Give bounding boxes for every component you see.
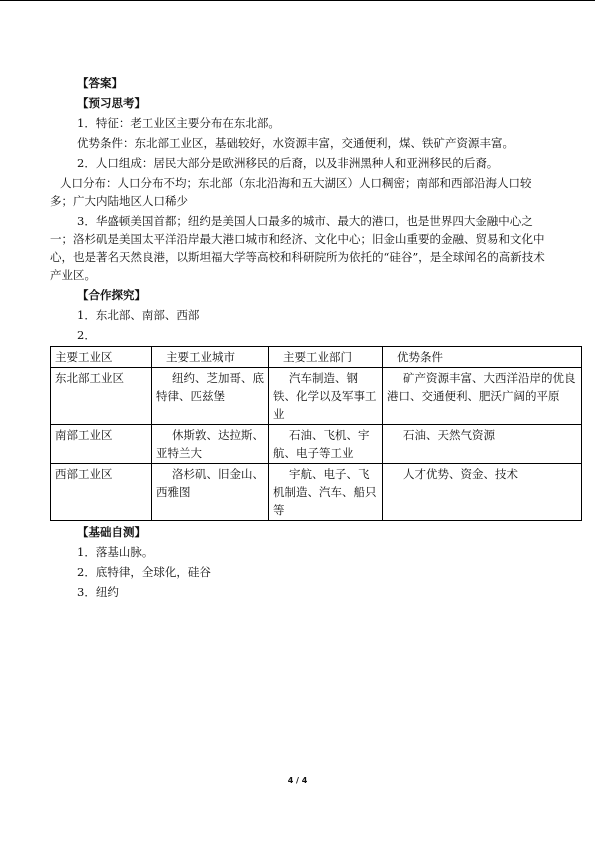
table-row	[51, 425, 582, 464]
table-cell-region: 西部工业区	[51, 464, 152, 521]
table-cell-region: 南部工业区	[51, 425, 152, 464]
cooperate-line-1: 1．东北部、南部、西部	[77, 308, 200, 322]
page-number: 4 / 4	[287, 776, 308, 785]
table-cell-sectors: 宇航、电子、飞机制造、汽车、船只等	[269, 464, 383, 521]
cooperate-heading: 【合作探究】	[77, 288, 146, 302]
table-header-cell: 主要工业城市	[152, 347, 269, 368]
preview-line-3: 2．人口组成：居民大部分是欧洲移民的后裔，以及非洲黑种人和亚洲移民的后裔。	[77, 156, 499, 170]
table-header-cell: 主要工业部门	[269, 347, 383, 368]
preview-line-4: 人口分布：人口分布不均；东北部（东北沿海和五大湖区）人口稠密；南部和西部沿海人口较多；广大内陆地区人口稀少	[50, 176, 532, 208]
preview-heading: 【预习思考】	[77, 96, 146, 110]
table-cell-advantages: 矿产资源丰富、大西洋沿岸的优良港口、交通便利、肥沃广阔的平原	[383, 368, 582, 425]
preview-line-2: 优势条件：东北部工业区，基础较好，水资源丰富，交通便利，煤、铁矿产资源丰富。	[77, 136, 514, 150]
header-rule	[0, 0, 595, 1]
table-cell-cities: 洛杉矶、旧金山、西雅图	[152, 464, 269, 521]
table-header-cell: 主要工业区	[51, 347, 152, 368]
table-cell-advantages: 石油、天然气资源	[383, 425, 582, 464]
answer-heading: 【答案】	[77, 76, 123, 90]
table-header-cell: 优势条件	[383, 347, 582, 368]
table-cell-cities: 纽约、芝加哥、底特律、匹兹堡	[152, 368, 269, 425]
table-cell-region: 东北部工业区	[51, 368, 152, 425]
selftest-heading: 【基础自测】	[77, 525, 146, 539]
document-body	[50, 72, 576, 603]
table-row	[51, 368, 582, 425]
table-cell-advantages: 人才优势、资金、技术	[383, 464, 582, 521]
table-header-row	[51, 347, 582, 368]
table-row	[51, 464, 582, 521]
table-cell-sectors: 石油、飞机、宇航、电子等工业	[269, 425, 383, 464]
industry-table	[50, 346, 582, 521]
preview-line-1: 1．特征：老工业区主要分布在东北部。	[77, 116, 280, 130]
cooperate-line-2: 2．	[77, 328, 96, 342]
preview-line-5: 3．华盛顿美国首都；纽约是美国人口最多的城市、最大的港口，也是世界四大金融中心之一；洛杉矶是美国太平洋沿岸最大港口城市和经济、文化中心；旧金山重要的金融、贸易和文化中心，也是著名天然良港，以斯坦福大学等高校和科研院所为依托的“硅谷”，是全球闻名的高新技术产业区。	[50, 214, 545, 282]
selftest-line-1: 1．落基山脉。	[77, 545, 154, 559]
table-cell-cities: 休斯敦、达拉斯、亚特兰大	[152, 425, 269, 464]
selftest-line-2: 2．底特律，全球化，硅谷	[77, 565, 211, 579]
selftest-line-3: 3．纽约	[77, 585, 119, 599]
table-cell-sectors: 汽车制造、钢铁、化学以及军事工业	[269, 368, 383, 425]
